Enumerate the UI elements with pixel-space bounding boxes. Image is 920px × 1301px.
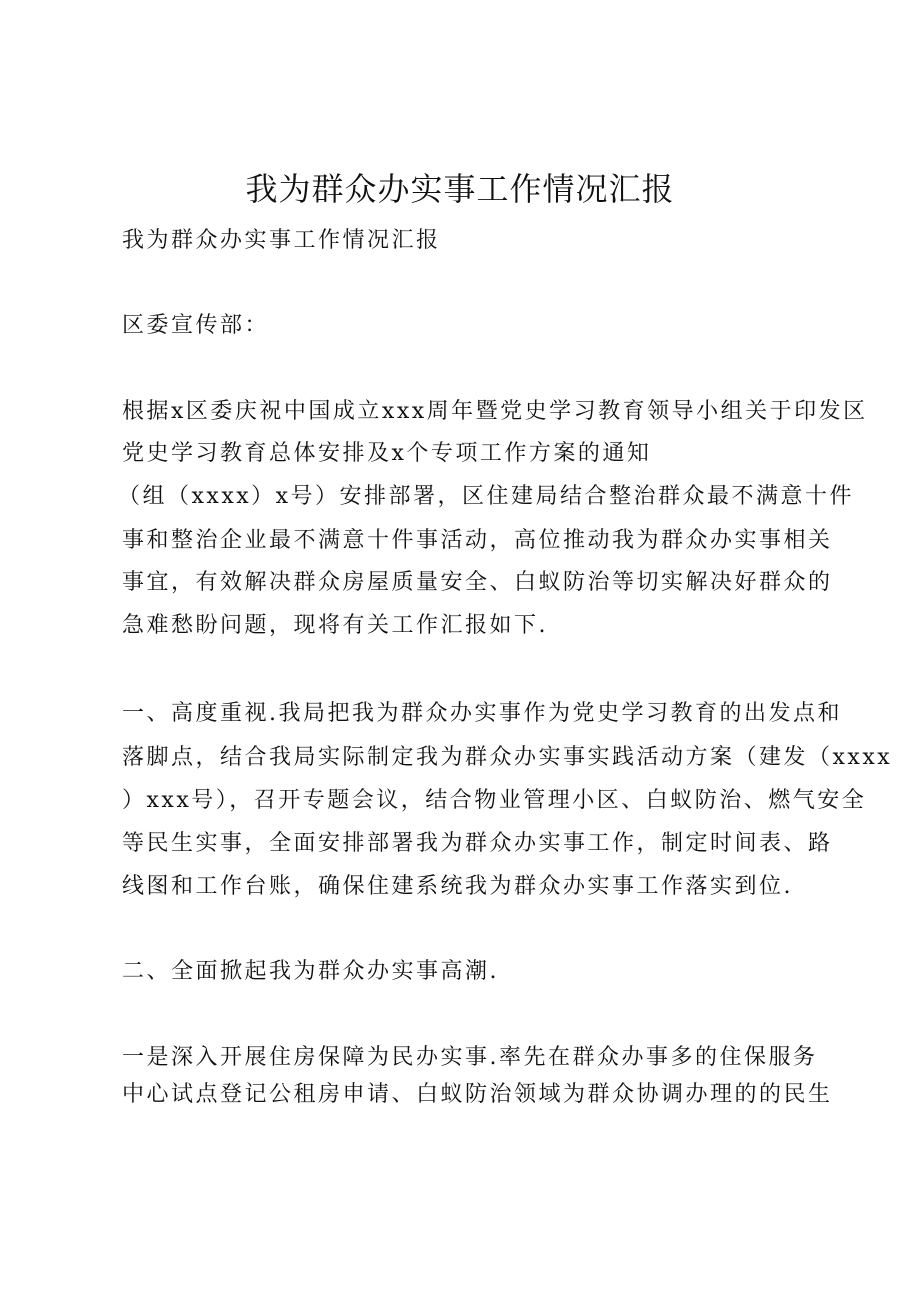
section3-line-1: 一是深入开展住房保障为民办实事.率先在群众办事多的住保服务 [122, 1045, 818, 1070]
section1-line-2: 落脚点，结合我局实际制定我为群众办实事实践活动方案（建发（xxxx [122, 745, 893, 770]
addressee: 区委宣传部： [122, 313, 270, 338]
section1-line-3: ）xxx号），召开专题会议，结合物业管理小区、白蚁防治、燃气安全 [122, 788, 867, 813]
intro-line-1: 根据x区委庆祝中国成立xxx周年暨党史学习教育领导小组关于印发区 [122, 399, 868, 424]
section1-line-1: 一、高度重视.我局把我为群众办实事作为党史学习教育的出发点和 [122, 701, 842, 726]
section2-heading: 二、全面掀起我为群众办实事高潮. [122, 959, 499, 984]
document-subtitle: 我为群众办实事工作情况汇报 [122, 228, 441, 253]
intro-line-6: 急难愁盼问题，现将有关工作汇报如下. [122, 613, 548, 638]
document-title: 我为群众办实事工作情况汇报 [245, 170, 675, 208]
section1-line-5: 线图和工作台账，确保住建系统我为群众办实事工作落实到位. [122, 874, 793, 899]
section1-line-4: 等民生实事，全面安排部署我为群众办实事工作，制定时间表、路 [122, 831, 833, 856]
intro-line-4: 事和整治企业最不满意十件事活动，高位推动我为群众办实事相关 [122, 528, 833, 553]
intro-line-3: （组（xxxx）x号）安排部署，区住建局结合整治群众最不满意十件 [118, 484, 855, 509]
intro-line-2: 党史学习教育总体安排及x个专项工作方案的通知 [122, 441, 652, 466]
section3-line-2: 中心试点登记公租房申请、白蚁防治领域为群众协调办理的的民生 [122, 1082, 833, 1107]
intro-line-5: 事宜，有效解决群众房屋质量安全、白蚁防治等切实解决好群众的 [122, 570, 833, 595]
